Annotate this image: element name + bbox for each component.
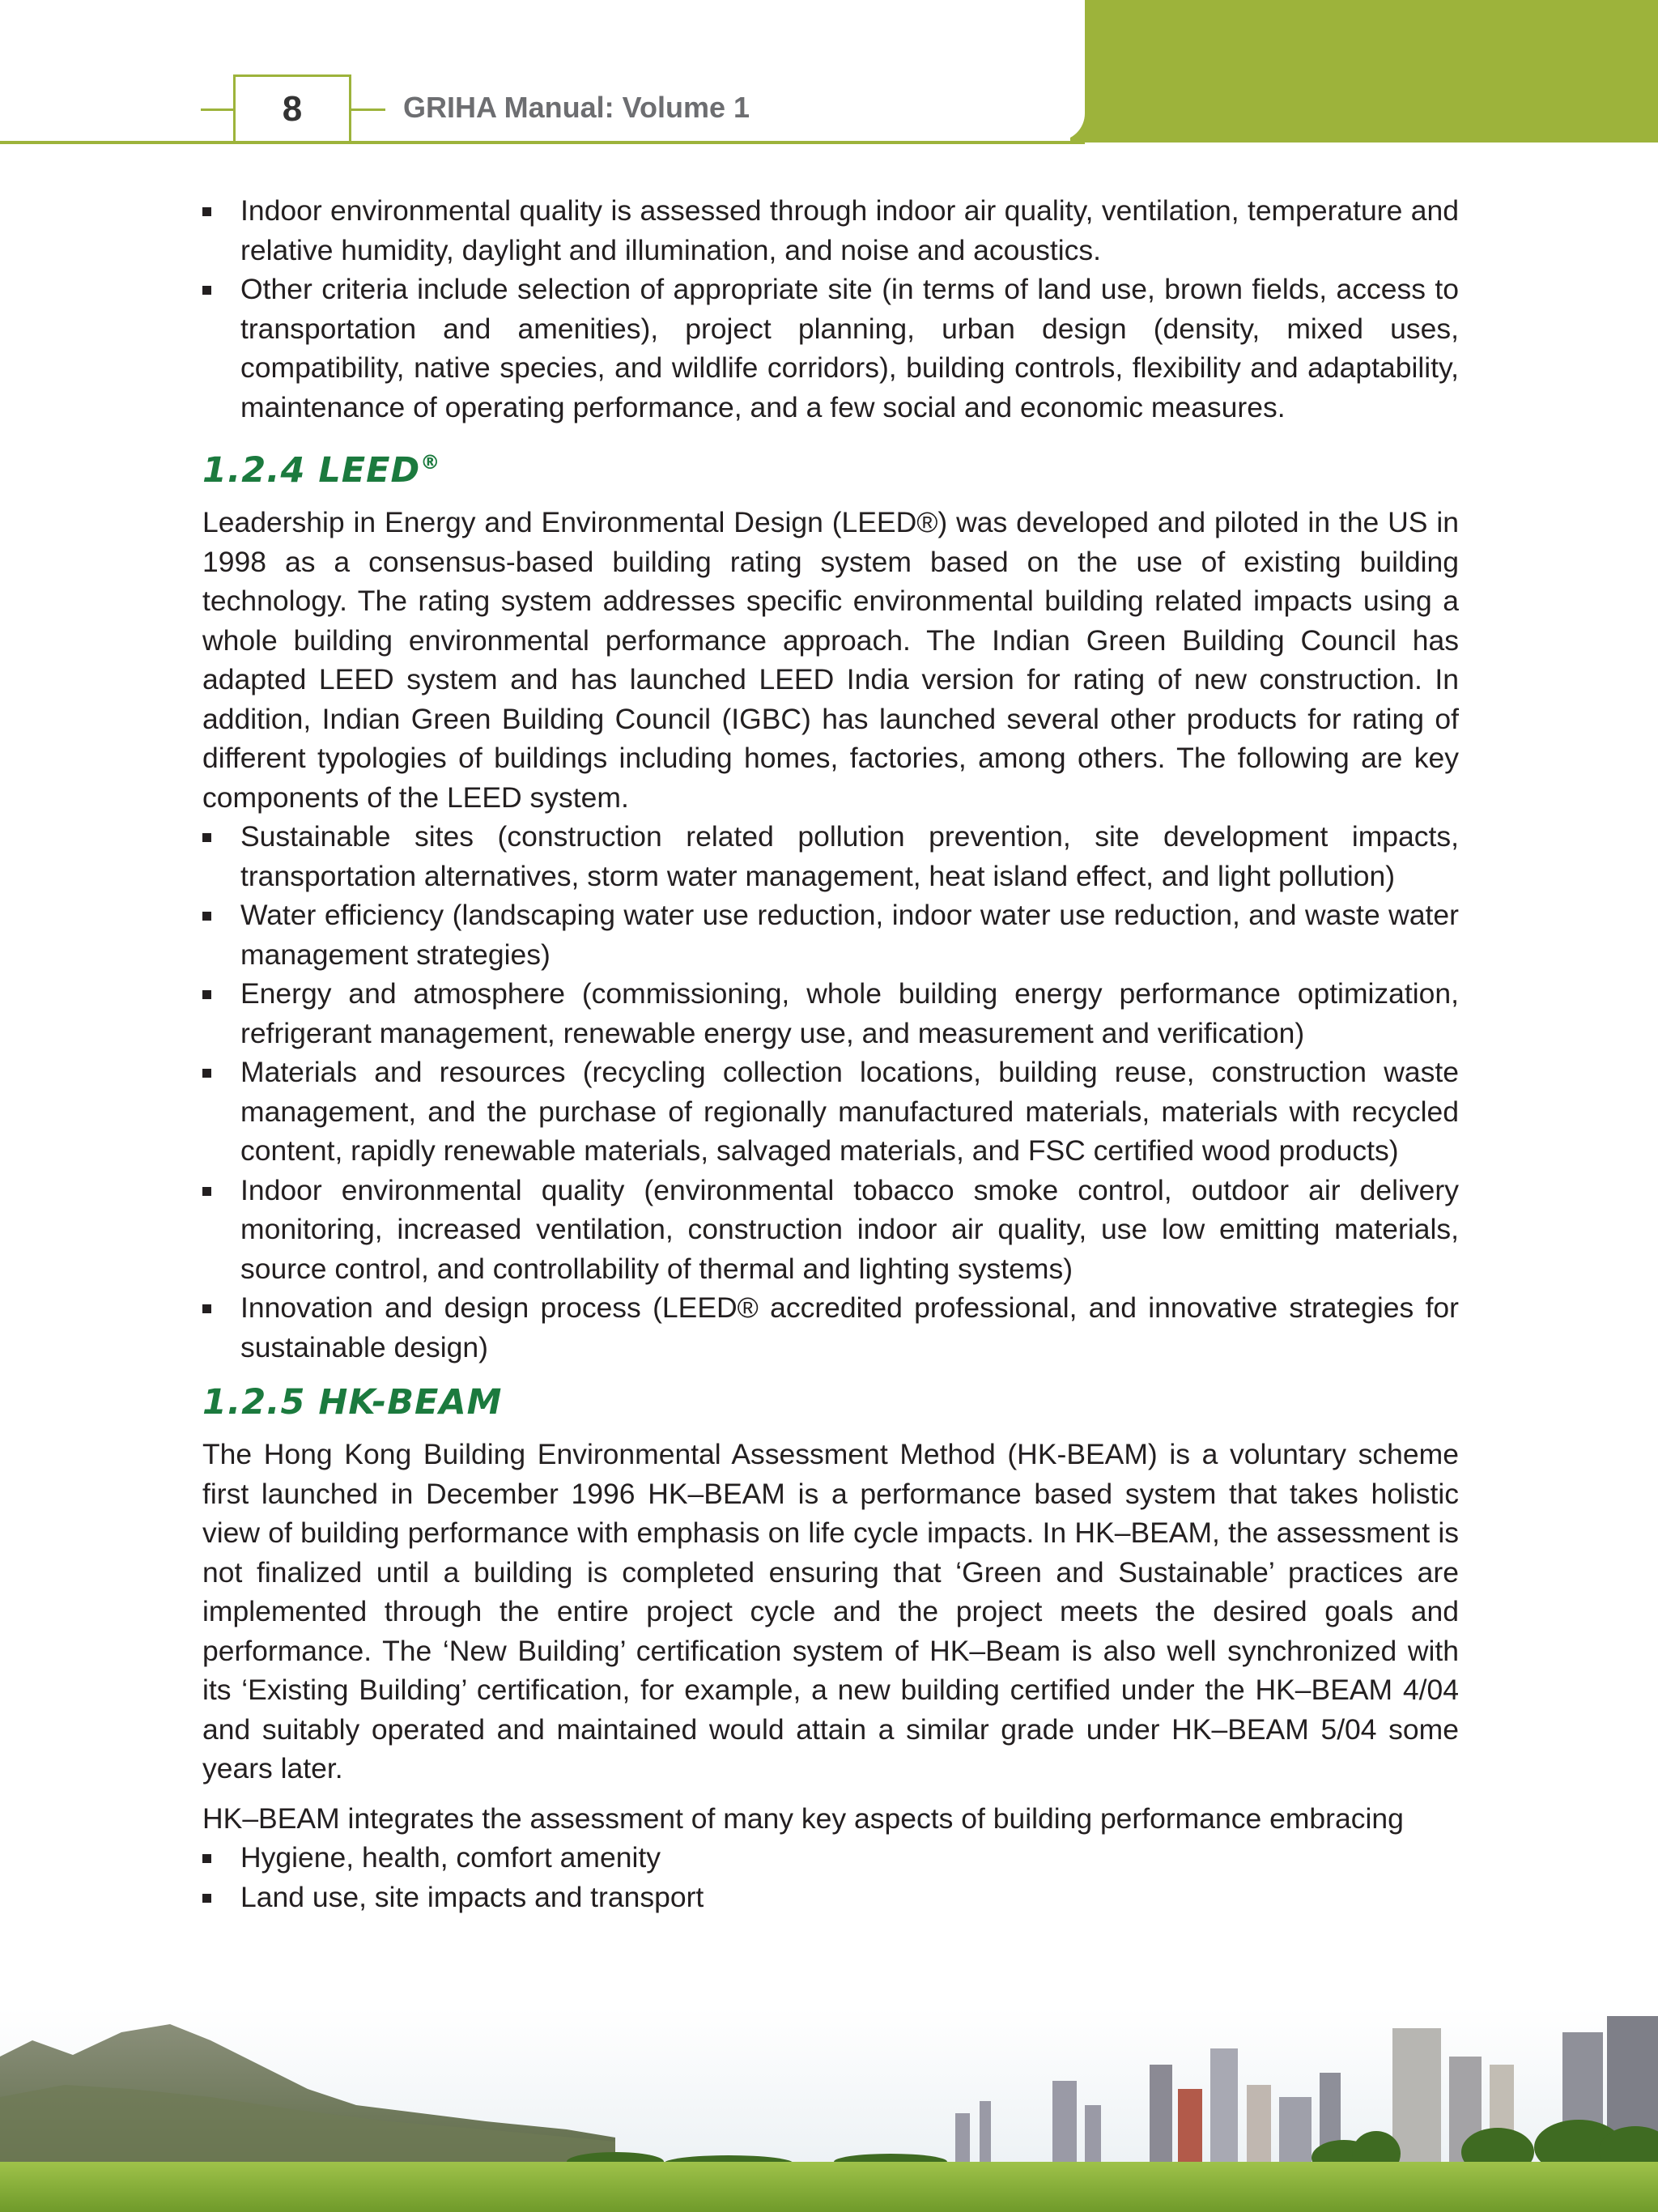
list-item: Innovation and design process (LEED® accredited professional, and innovative strategies for sustainable design) xyxy=(202,1288,1459,1367)
list-item: Other criteria include selection of appropriate site (in terms of land use, brown fields, access to transportation and amenities), project planning, urban design (density, mixed uses, compatibility, native species, and wildlife corridors), building controls, flexibility and adaptability, maintenance of operating performance, and a few social and economic measures. xyxy=(202,270,1459,427)
header-green-band xyxy=(1070,0,1658,143)
bullet-icon xyxy=(202,1187,211,1196)
list-item: Indoor environmental quality is assessed through indoor air quality, ventilation, temperature and relative humidity, daylight and illumination, and noise and acoustics. xyxy=(202,191,1459,270)
hkbeam-bullet-list xyxy=(202,1838,1459,1916)
bullet-icon xyxy=(202,1069,211,1078)
bullet-icon xyxy=(202,833,211,842)
list-item: Hygiene, health, comfort amenity xyxy=(202,1838,1459,1878)
bullet-icon xyxy=(202,207,211,216)
landscape-footer-image xyxy=(0,2008,1658,2212)
leed-paragraph: Leadership in Energy and Environmental Design (LEED®) was developed and piloted in the US in 1998 as a consensus-based building rating system based on the use of existing building technology. The rating system addresses specific environmental building related impacts using a whole building environmental performance approach. The Indian Green Building Council has adapted LEED system and has launched LEED India version for rating of new construction. In addition, Indian Green Building Council (IGBC) has launched several other products for rating of different typologies of buildings including homes, factories, among others. The following are key components of the LEED system. xyxy=(202,506,1459,814)
header-rule xyxy=(0,141,1085,144)
leed-bullet-list xyxy=(202,817,1459,1367)
bullet-icon xyxy=(202,1854,211,1863)
list-item: Indoor environmental quality (environmental tobacco smoke control, outdoor air delivery monitoring, increased ventilation, construction indoor air quality, use low emitting materials, source control, and controllability of thermal and lighting systems) xyxy=(202,1171,1459,1289)
hkbeam-paragraph: The Hong Kong Building Environmental Assessment Method (HK-BEAM) is a voluntary scheme first launched in December 1996 HK–BEAM is a performance based system that takes holistic view of building performance with emphasis on life cycle impacts. In HK–BEAM, the assessment is not finalized until a building is completed ensuring that ‘Green and Sustainable’ practices are implemented through the entire project cycle and the project meets the desired goals and performance. The ‘New Building’ certification system of HK–Beam is also well synchronized with its ‘Existing Building’ certification, for example, a new building certified under the HK–BEAM 4/04 and suitably operated and maintained would attain a similar grade under HK–BEAM 5/04 some years later. xyxy=(202,1438,1459,1784)
bullet-icon xyxy=(202,990,211,999)
section-heading-hkbeam: 1.2.5 HK-BEAM xyxy=(202,1382,503,1423)
list-item: Land use, site impacts and transport xyxy=(202,1878,1459,1917)
intro-bullet-list xyxy=(202,191,1459,427)
list-item: Energy and atmosphere (commissioning, whole building energy performance optimization, refrigerant management, renewable energy use, and measurement and verification) xyxy=(202,974,1459,1053)
list-item: Sustainable sites (construction related pollution prevention, site development impacts, transportation alternatives, storm water management, heat island effect, and light pollution) xyxy=(202,817,1459,895)
bullet-icon xyxy=(202,1894,211,1903)
running-title: GRIHA Manual: Volume 1 xyxy=(403,91,750,124)
bullet-icon xyxy=(202,286,211,295)
list-item: Materials and resources (recycling collection locations, building reuse, construction waste management, and the purchase of regionally manufactured materials, materials with recycled content, rapidly renewable materials, salvaged materials, and FSC certified wood products) xyxy=(202,1053,1459,1171)
header-rule-tick-right xyxy=(351,108,385,111)
header-rule-tick-left xyxy=(201,108,235,111)
page-number: 8 xyxy=(233,74,351,141)
bullet-icon xyxy=(202,1304,211,1313)
section-heading-leed: 1.2.4 LEED® xyxy=(202,450,441,491)
list-item: Water efficiency (landscaping water use reduction, indoor water use reduction, and waste water management strategies) xyxy=(202,895,1459,974)
hkbeam-intro-line: HK–BEAM integrates the assessment of many key aspects of building performance embracing xyxy=(202,1802,1404,1835)
bullet-icon xyxy=(202,912,211,921)
page-content xyxy=(202,191,1459,1927)
